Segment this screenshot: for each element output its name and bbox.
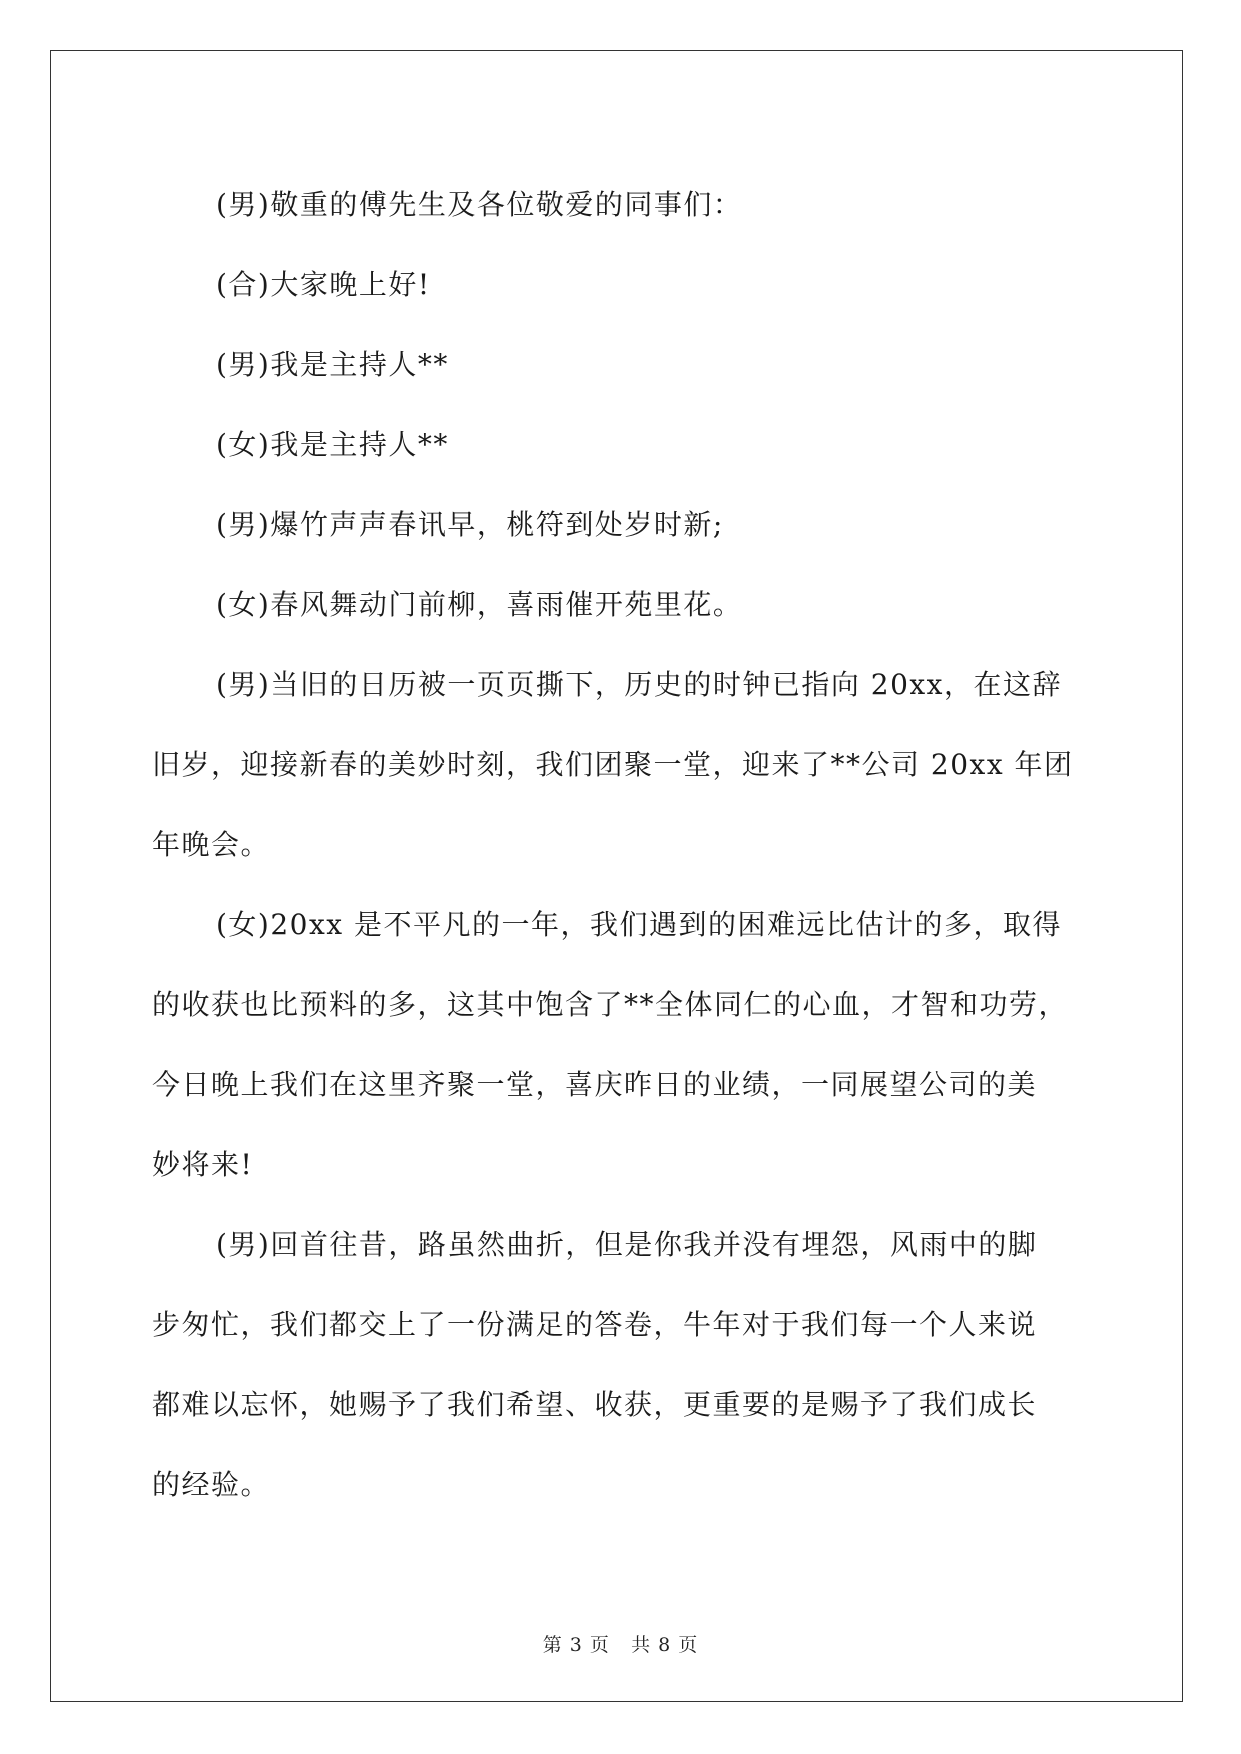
paragraph-1: [152, 165, 1082, 245]
text-line: (女)春风舞动门前柳，喜雨催开苑里花。: [216, 588, 743, 621]
document-body: [152, 165, 1082, 1525]
text-line: (男)回首往昔，路虽然曲折，但是你我并没有埋怨，风雨中的脚: [216, 1228, 1038, 1261]
paragraph-6: [152, 565, 1082, 645]
paragraph-4: [152, 405, 1082, 485]
text-line: (男)爆竹声声春讯早，桃符到处岁时新;: [216, 508, 724, 541]
text-line: (男)当旧的日历被一页页撕下，历史的时钟已指向 20xx，在这辞: [216, 668, 1062, 701]
text-line: 年晚会。: [152, 828, 271, 861]
page-number: 第 3 页: [542, 1634, 610, 1656]
text-line: 妙将来!: [152, 1148, 254, 1181]
text-line: (男)我是主持人**: [216, 348, 449, 381]
text-line: (女)我是主持人**: [216, 428, 449, 461]
paragraph-8: [152, 885, 1082, 1205]
page-footer: [0, 1630, 1241, 1657]
text-line: 今日晚上我们在这里齐聚一堂，喜庆昨日的业绩，一同展望公司的美: [152, 1068, 1038, 1101]
text-line: 旧岁，迎接新春的美妙时刻，我们团聚一堂，迎来了**公司 20xx 年团: [152, 748, 1074, 781]
page-total: 共 8 页: [631, 1634, 699, 1656]
paragraph-7: [152, 645, 1082, 885]
paragraph-9: [152, 1205, 1082, 1525]
text-line: (女)20xx 是不平凡的一年，我们遇到的困难远比估计的多，取得: [216, 908, 1062, 941]
text-line: 的经验。: [152, 1468, 271, 1501]
text-line: 步匆忙，我们都交上了一份满足的答卷，牛年对于我们每一个人来说: [152, 1308, 1038, 1341]
text-line: 的收获也比预料的多，这其中饱含了**全体同仁的心血，才智和功劳，: [152, 988, 1069, 1021]
paragraph-3: [152, 325, 1082, 405]
text-line: (男)敬重的傅先生及各位敬爱的同事们：: [216, 188, 743, 221]
paragraph-5: [152, 485, 1082, 565]
text-line: (合)大家晚上好!: [216, 268, 431, 301]
paragraph-2: [152, 245, 1082, 325]
text-line: 都难以忘怀，她赐予了我们希望、收获，更重要的是赐予了我们成长: [152, 1388, 1038, 1421]
